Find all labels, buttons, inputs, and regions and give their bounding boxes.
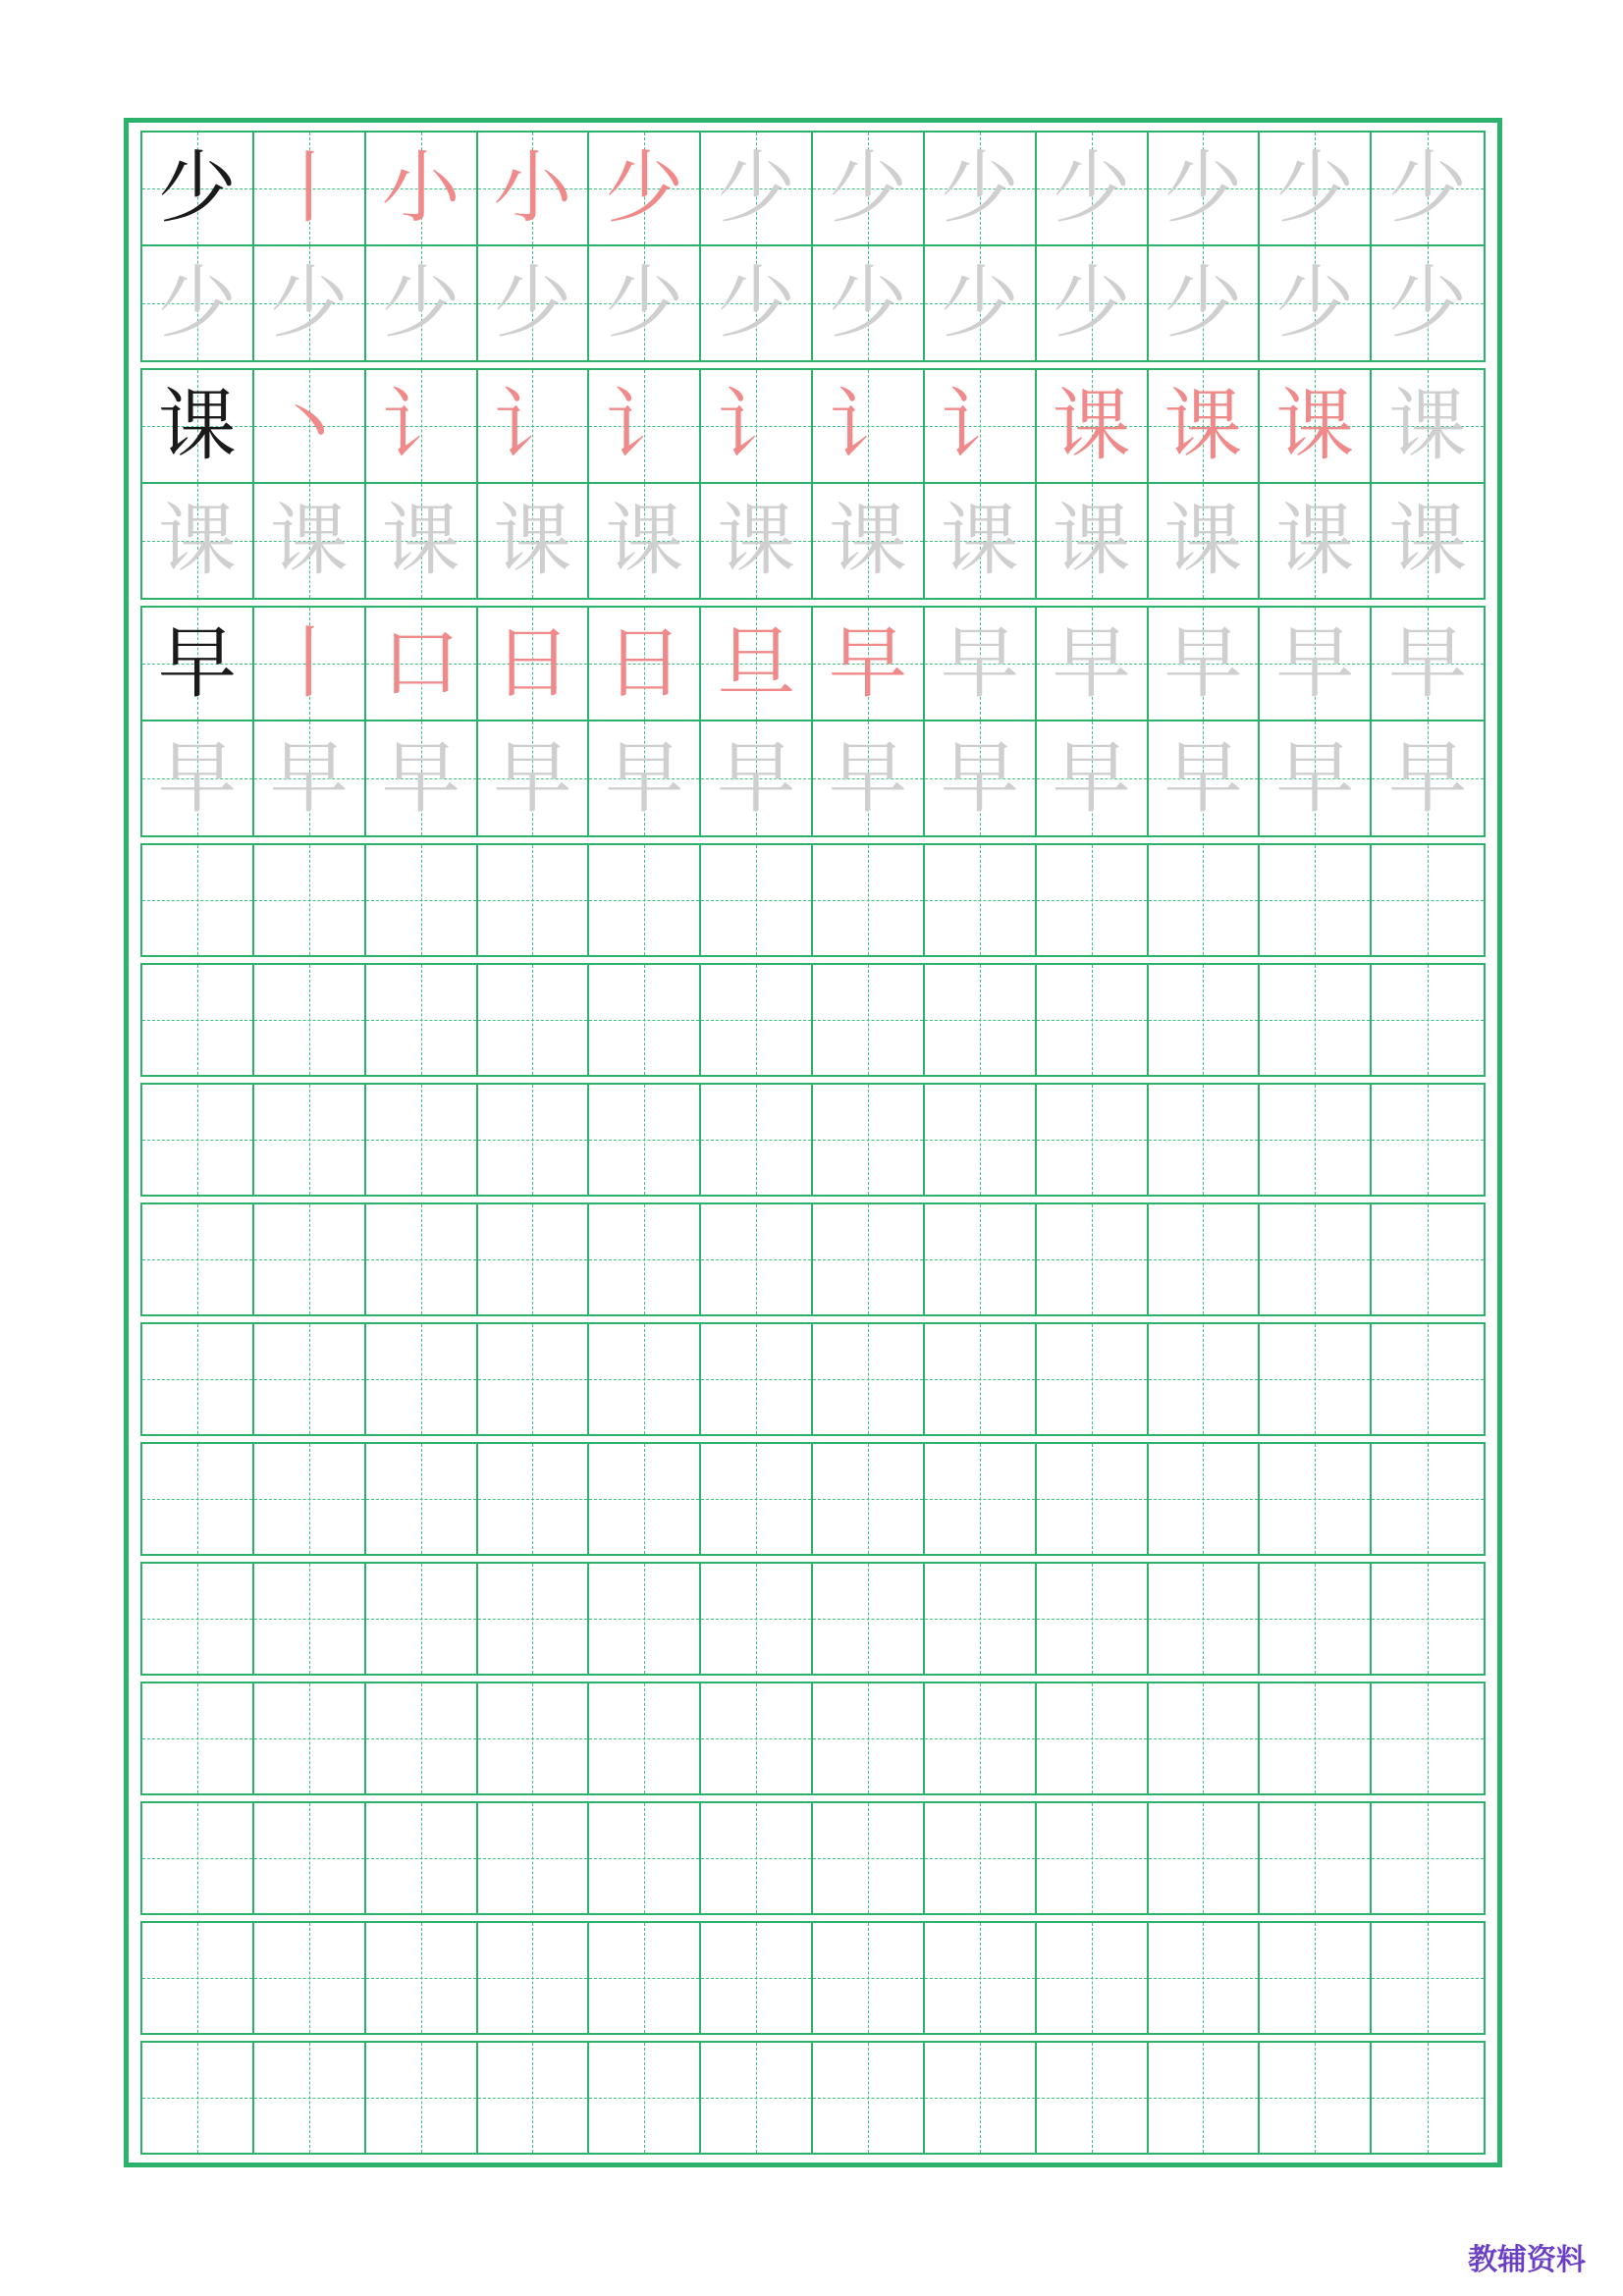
trace-character: 早 <box>605 732 684 824</box>
stroke-step: 讠 <box>605 380 684 471</box>
grid-cell[interactable] <box>1149 133 1261 246</box>
grid-cell[interactable] <box>1260 484 1372 598</box>
grid-cell[interactable] <box>142 721 254 835</box>
character-block <box>140 368 1486 600</box>
grid-cell[interactable] <box>813 1803 925 1913</box>
stroke-step: 课 <box>1052 380 1131 471</box>
grid-cell[interactable] <box>589 370 701 484</box>
grid-cell[interactable] <box>366 246 478 360</box>
grid-cell[interactable] <box>701 721 813 835</box>
grid-cell[interactable] <box>254 484 366 598</box>
stroke-step: 日 <box>605 617 684 709</box>
grid-cell[interactable] <box>1372 1683 1484 1793</box>
grid-cell[interactable] <box>589 1683 701 1793</box>
grid-cell[interactable] <box>1372 2043 1484 2153</box>
grid-cell[interactable] <box>1149 1564 1261 1674</box>
grid-cell[interactable] <box>813 1085 925 1195</box>
grid-cell[interactable] <box>478 845 590 955</box>
grid-cell[interactable] <box>254 1324 366 1434</box>
trace-character: 早 <box>1163 617 1243 709</box>
model-character: 早 <box>157 617 237 709</box>
grid-cell[interactable] <box>589 246 701 360</box>
grid-cell[interactable] <box>366 1683 478 1793</box>
grid-cell[interactable] <box>366 965 478 1075</box>
grid-cell[interactable] <box>1260 1923 1372 2033</box>
grid-cell[interactable] <box>478 484 590 598</box>
grid-cell[interactable] <box>589 965 701 1075</box>
grid-cell[interactable] <box>589 1085 701 1195</box>
grid-cell[interactable] <box>925 721 1037 835</box>
grid-cell[interactable] <box>1149 1803 1261 1913</box>
grid-cell[interactable] <box>1372 1204 1484 1314</box>
trace-character: 少 <box>940 142 1019 234</box>
grid-cell[interactable] <box>1260 246 1372 360</box>
grid-cell[interactable] <box>813 1324 925 1434</box>
grid-cell[interactable] <box>1260 845 1372 955</box>
trace-character: 少 <box>605 257 684 348</box>
stroke-step: 讠 <box>940 380 1019 471</box>
grid-cell[interactable] <box>589 845 701 955</box>
stroke-step: 丨 <box>269 617 349 709</box>
grid-cell[interactable] <box>701 965 813 1075</box>
grid-cell[interactable] <box>478 1204 590 1314</box>
grid-cell[interactable] <box>925 370 1037 484</box>
grid-cell[interactable] <box>925 1444 1037 1554</box>
grid-cell[interactable] <box>701 133 813 246</box>
grid-cell[interactable] <box>366 1803 478 1913</box>
grid-cell[interactable] <box>254 1564 366 1674</box>
grid-cell[interactable] <box>254 1803 366 1913</box>
grid-cell[interactable] <box>1260 1204 1372 1314</box>
grid-cell[interactable] <box>589 484 701 598</box>
trace-character: 少 <box>1052 257 1131 348</box>
empty-practice-row <box>140 1682 1486 1795</box>
character-block <box>140 131 1486 362</box>
stroke-step: 讠 <box>828 380 907 471</box>
grid-cell[interactable] <box>366 721 478 835</box>
grid-cell[interactable] <box>589 1204 701 1314</box>
grid-cell[interactable] <box>254 1923 366 2033</box>
grid-cell[interactable] <box>366 370 478 484</box>
stroke-step: 讠 <box>717 380 796 471</box>
trace-character: 少 <box>1388 142 1468 234</box>
grid-cell[interactable] <box>142 965 254 1075</box>
grid-cell[interactable] <box>925 1204 1037 1314</box>
grid-cell[interactable] <box>813 965 925 1075</box>
grid-cell[interactable] <box>925 965 1037 1075</box>
grid-cell[interactable] <box>925 1564 1037 1674</box>
grid-cell[interactable] <box>1260 1444 1372 1554</box>
grid-cell[interactable] <box>142 133 254 246</box>
trace-character: 课 <box>157 495 237 586</box>
grid-cell[interactable] <box>1260 1564 1372 1674</box>
trace-character: 早 <box>1275 732 1355 824</box>
grid-cell[interactable] <box>589 1923 701 2033</box>
practice-sheet <box>124 118 1502 2167</box>
trace-character: 课 <box>828 495 907 586</box>
grid-cell[interactable] <box>701 1683 813 1793</box>
grid-cell[interactable] <box>142 1085 254 1195</box>
empty-practice-row <box>140 843 1486 957</box>
grid-cell[interactable] <box>1149 845 1261 955</box>
grid-cell[interactable] <box>1372 845 1484 955</box>
trace-character: 早 <box>381 732 460 824</box>
grid-cell[interactable] <box>1149 1683 1261 1793</box>
grid-cell[interactable] <box>478 2043 590 2153</box>
grid-cell[interactable] <box>1037 1085 1149 1195</box>
grid-cell[interactable] <box>701 246 813 360</box>
grid-cell[interactable] <box>813 484 925 598</box>
stroke-step: 丶 <box>269 380 349 471</box>
grid-cell[interactable] <box>701 845 813 955</box>
grid-cell[interactable] <box>813 246 925 360</box>
trace-character: 课 <box>269 495 349 586</box>
grid-cell[interactable] <box>701 608 813 721</box>
grid-cell[interactable] <box>701 1444 813 1554</box>
grid-cell[interactable] <box>142 845 254 955</box>
grid-cell[interactable] <box>1037 1204 1149 1314</box>
grid-cell[interactable] <box>701 2043 813 2153</box>
trace-character: 早 <box>157 732 237 824</box>
grid-cell[interactable] <box>254 2043 366 2153</box>
grid-cell[interactable] <box>1372 370 1484 484</box>
grid-cell[interactable] <box>366 1564 478 1674</box>
grid-cell[interactable] <box>1372 484 1484 598</box>
grid-cell[interactable] <box>366 845 478 955</box>
grid-cell[interactable] <box>813 845 925 955</box>
grid-cell[interactable] <box>1037 1683 1149 1793</box>
grid-cell[interactable] <box>589 1324 701 1434</box>
trace-character: 早 <box>1275 617 1355 709</box>
grid-cell[interactable] <box>1149 484 1261 598</box>
trace-character: 课 <box>1388 495 1468 586</box>
stroke-step: 讠 <box>493 380 572 471</box>
grid-cell[interactable] <box>813 721 925 835</box>
grid-cell[interactable] <box>1037 1324 1149 1434</box>
grid-cell[interactable] <box>1260 1085 1372 1195</box>
grid-cell[interactable] <box>813 1564 925 1674</box>
grid-cell[interactable] <box>142 246 254 360</box>
stroke-step: 课 <box>1163 380 1243 471</box>
grid-cell[interactable] <box>1037 133 1149 246</box>
grid-cell[interactable] <box>1260 1683 1372 1793</box>
model-character: 课 <box>157 380 237 471</box>
trace-character: 早 <box>1388 732 1468 824</box>
grid-cell[interactable] <box>478 1683 590 1793</box>
empty-practice-row <box>140 1322 1486 1436</box>
grid-cell[interactable] <box>925 845 1037 955</box>
grid-cell[interactable] <box>478 1923 590 2033</box>
grid-cell[interactable] <box>366 1204 478 1314</box>
stroke-step: 讠 <box>381 380 460 471</box>
grid-cell[interactable] <box>1260 370 1372 484</box>
grid-cell[interactable] <box>1260 1324 1372 1434</box>
brand-logo <box>1468 2235 1586 2278</box>
trace-character: 少 <box>1275 257 1355 348</box>
trace-character: 少 <box>269 257 349 348</box>
grid-cell[interactable] <box>254 246 366 360</box>
grid-cell[interactable] <box>1037 246 1149 360</box>
grid-cell[interactable] <box>478 1085 590 1195</box>
grid-cell[interactable] <box>925 1085 1037 1195</box>
brand-label: 教辅资料 <box>1468 2243 1586 2277</box>
empty-practice-row <box>140 1083 1486 1197</box>
trace-character: 少 <box>717 257 796 348</box>
grid-cell[interactable] <box>478 608 590 721</box>
grid-cell[interactable] <box>701 1085 813 1195</box>
grid-cell[interactable] <box>1372 1564 1484 1674</box>
grid-cell[interactable] <box>1037 965 1149 1075</box>
trace-character: 少 <box>1052 142 1131 234</box>
stroke-step: 早 <box>828 617 907 709</box>
grid-cell[interactable] <box>254 1683 366 1793</box>
stroke-step: 日 <box>493 617 572 709</box>
grid-cell[interactable] <box>813 1444 925 1554</box>
grid-cell[interactable] <box>254 370 366 484</box>
grid-cell[interactable] <box>925 484 1037 598</box>
trace-character: 课 <box>717 495 796 586</box>
stroke-step: 课 <box>1275 380 1355 471</box>
grid-cell[interactable] <box>1372 1923 1484 2033</box>
trace-character: 课 <box>1275 495 1355 586</box>
grid-cell[interactable] <box>1149 965 1261 1075</box>
stroke-step: 少 <box>605 142 684 234</box>
grid-cell[interactable] <box>254 133 366 246</box>
trace-character: 少 <box>1275 142 1355 234</box>
grid-cell[interactable] <box>142 1803 254 1913</box>
grid-cell[interactable] <box>142 1204 254 1314</box>
trace-character: 早 <box>1163 732 1243 824</box>
grid-cell[interactable] <box>366 608 478 721</box>
grid-cell[interactable] <box>701 1564 813 1674</box>
grid-cell[interactable] <box>1149 370 1261 484</box>
trace-character: 课 <box>1163 495 1243 586</box>
grid-cell[interactable] <box>813 2043 925 2153</box>
empty-practice-row <box>140 1202 1486 1316</box>
grid-cell[interactable] <box>1149 608 1261 721</box>
grid-cell[interactable] <box>366 1444 478 1554</box>
trace-character: 少 <box>1163 142 1243 234</box>
grid-cell[interactable] <box>142 2043 254 2153</box>
trace-character: 早 <box>717 732 796 824</box>
grid-cell[interactable] <box>366 2043 478 2153</box>
grid-cell[interactable] <box>478 1803 590 1913</box>
trace-character: 早 <box>828 732 907 824</box>
grid-cell[interactable] <box>142 370 254 484</box>
grid-cell[interactable] <box>1037 1923 1149 2033</box>
grid-cell[interactable] <box>925 1683 1037 1793</box>
grid-cell[interactable] <box>1037 1564 1149 1674</box>
grid-cell[interactable] <box>1037 1803 1149 1913</box>
grid-cell[interactable] <box>142 608 254 721</box>
trace-character: 少 <box>717 142 796 234</box>
trace-character: 课 <box>381 495 460 586</box>
grid-cell[interactable] <box>813 370 925 484</box>
grid-cell[interactable] <box>701 370 813 484</box>
grid-cell[interactable] <box>1149 1085 1261 1195</box>
grid-cell[interactable] <box>813 1923 925 2033</box>
grid-cell[interactable] <box>925 1803 1037 1913</box>
grid-cell[interactable] <box>254 965 366 1075</box>
empty-practice-row <box>140 2041 1486 2155</box>
trace-character: 课 <box>940 495 1019 586</box>
grid-cell[interactable] <box>589 1444 701 1554</box>
grid-cell[interactable] <box>142 1444 254 1554</box>
empty-practice-row <box>140 963 1486 1077</box>
grid-cell[interactable] <box>925 608 1037 721</box>
grid-cell[interactable] <box>589 133 701 246</box>
grid-cell[interactable] <box>1372 1444 1484 1554</box>
trace-character: 课 <box>605 495 684 586</box>
grid-cell[interactable] <box>1037 2043 1149 2153</box>
grid-cell[interactable] <box>142 484 254 598</box>
grid-cell[interactable] <box>1037 608 1149 721</box>
trace-character: 早 <box>493 732 572 824</box>
trace-character: 少 <box>940 257 1019 348</box>
stroke-step: 旦 <box>717 617 796 709</box>
stroke-step: 丨 <box>269 142 349 234</box>
grid-cell[interactable] <box>925 133 1037 246</box>
grid-cell[interactable] <box>478 370 590 484</box>
trace-character: 早 <box>1052 732 1131 824</box>
trace-character: 少 <box>157 257 237 348</box>
grid-cell[interactable] <box>1149 1444 1261 1554</box>
grid-cell[interactable] <box>254 1085 366 1195</box>
grid-cell[interactable] <box>366 1324 478 1434</box>
empty-practice-row <box>140 1442 1486 1556</box>
trace-character: 少 <box>828 257 907 348</box>
model-character: 少 <box>157 142 237 234</box>
grid-cell[interactable] <box>925 1923 1037 2033</box>
stroke-step: 小 <box>493 142 572 234</box>
grid-cell[interactable] <box>701 484 813 598</box>
trace-character: 早 <box>940 617 1019 709</box>
grid-cell[interactable] <box>1260 721 1372 835</box>
grid-cell[interactable] <box>254 608 366 721</box>
grid-cell[interactable] <box>589 608 701 721</box>
grid-cell[interactable] <box>142 1683 254 1793</box>
grid-cell[interactable] <box>1149 1204 1261 1314</box>
grid-cell[interactable] <box>366 133 478 246</box>
grid-cell[interactable] <box>1037 1444 1149 1554</box>
grid-cell[interactable] <box>1372 965 1484 1075</box>
grid-cell[interactable] <box>478 1564 590 1674</box>
grid-cell[interactable] <box>1372 1803 1484 1913</box>
grid-cell[interactable] <box>1260 133 1372 246</box>
grid-cell[interactable] <box>254 845 366 955</box>
trace-character: 少 <box>1163 257 1243 348</box>
trace-character: 课 <box>493 495 572 586</box>
grid-cell[interactable] <box>254 721 366 835</box>
grid-cell[interactable] <box>813 1204 925 1314</box>
grid-cell[interactable] <box>1149 246 1261 360</box>
grid-cell[interactable] <box>1037 484 1149 598</box>
grid-cell[interactable] <box>701 1923 813 2033</box>
trace-character: 早 <box>1052 617 1131 709</box>
grid-cell[interactable] <box>478 721 590 835</box>
trace-character: 早 <box>1388 617 1468 709</box>
grid-cell[interactable] <box>478 246 590 360</box>
grid-cell[interactable] <box>1372 1085 1484 1195</box>
grid-cell[interactable] <box>142 1923 254 2033</box>
grid-cell[interactable] <box>478 1444 590 1554</box>
trace-character: 少 <box>1388 257 1468 348</box>
grid-cell[interactable] <box>142 1324 254 1434</box>
grid-cell[interactable] <box>1372 721 1484 835</box>
trace-character: 少 <box>493 257 572 348</box>
grid-cell[interactable] <box>925 1324 1037 1434</box>
grid-cell[interactable] <box>366 1085 478 1195</box>
grid-cell[interactable] <box>1037 845 1149 955</box>
grid-cell[interactable] <box>1260 965 1372 1075</box>
grid-cell[interactable] <box>1149 1324 1261 1434</box>
grid-cell[interactable] <box>1260 608 1372 721</box>
grid-cell[interactable] <box>589 1564 701 1674</box>
trace-character: 少 <box>381 257 460 348</box>
empty-practice-row <box>140 1801 1486 1915</box>
grid-cell[interactable] <box>1260 1803 1372 1913</box>
grid-cell[interactable] <box>701 1803 813 1913</box>
empty-practice-row <box>140 1562 1486 1676</box>
grid-cell[interactable] <box>254 1204 366 1314</box>
grid-cell[interactable] <box>366 484 478 598</box>
grid-cell[interactable] <box>1372 133 1484 246</box>
trace-character: 早 <box>269 732 349 824</box>
grid-cell[interactable] <box>366 1923 478 2033</box>
grid-cell[interactable] <box>478 965 590 1075</box>
character-block <box>140 606 1486 837</box>
trace-character: 少 <box>828 142 907 234</box>
grid-cell[interactable] <box>925 2043 1037 2153</box>
grid-cell[interactable] <box>1037 721 1149 835</box>
trace-character: 课 <box>1388 380 1468 471</box>
grid-cell[interactable] <box>1260 2043 1372 2153</box>
grid-cell[interactable] <box>701 1204 813 1314</box>
grid-cell[interactable] <box>142 1564 254 1674</box>
grid-cell[interactable] <box>589 2043 701 2153</box>
grid-cell[interactable] <box>478 1324 590 1434</box>
grid-cell[interactable] <box>1037 370 1149 484</box>
grid-cell[interactable] <box>254 1444 366 1554</box>
empty-practice-row <box>140 1921 1486 2035</box>
grid-cell[interactable] <box>813 608 925 721</box>
grid-cell[interactable] <box>589 721 701 835</box>
stroke-step: 口 <box>381 617 460 709</box>
grid-cell[interactable] <box>813 133 925 246</box>
trace-character: 早 <box>940 732 1019 824</box>
trace-character: 课 <box>1052 495 1131 586</box>
grid-cell[interactable] <box>1149 1923 1261 2033</box>
grid-cell[interactable] <box>701 1324 813 1434</box>
grid-cell[interactable] <box>1372 608 1484 721</box>
grid-cell[interactable] <box>1372 246 1484 360</box>
grid-cell[interactable] <box>478 133 590 246</box>
grid-cell[interactable] <box>589 1803 701 1913</box>
stroke-step: 小 <box>381 142 460 234</box>
grid-cell[interactable] <box>1149 721 1261 835</box>
grid-cell[interactable] <box>1372 1324 1484 1434</box>
grid-cell[interactable] <box>813 1683 925 1793</box>
grid-cell[interactable] <box>1149 2043 1261 2153</box>
grid-cell[interactable] <box>925 246 1037 360</box>
